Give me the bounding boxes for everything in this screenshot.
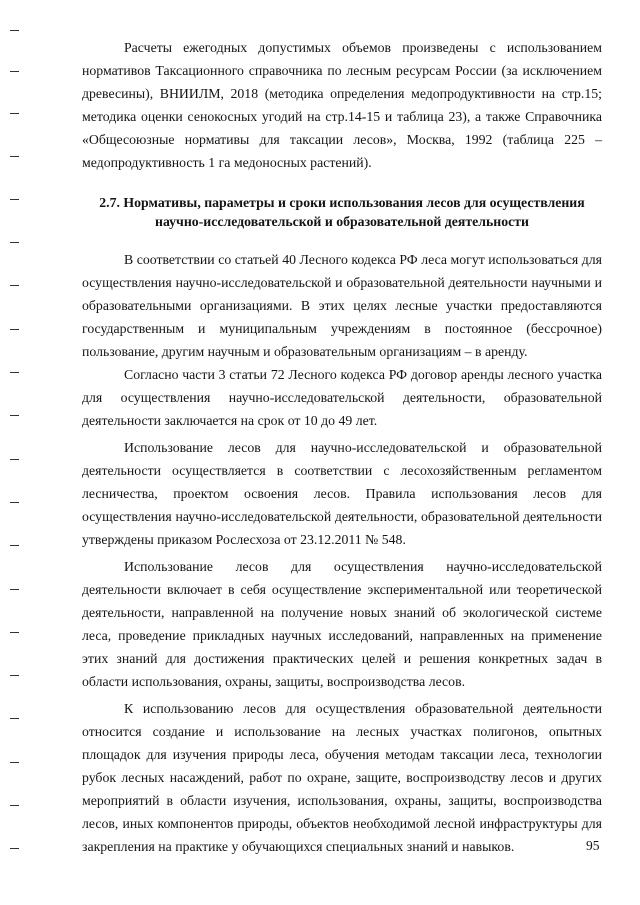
paragraph: Использование лесов для осуществления научно-исследовательской деятельности включает в себя осуществление экспериментальной или теоретической деятельности, направленной на получение новых знаний об экологической системе леса, проведение прикладных научных исследований, направленных на применение этих знаний для достижения практических целей и решения конкретных задач в области использования, охраны, защиты, воспроизводства лесов.: [82, 559, 602, 689]
margin-mark: [10, 459, 19, 460]
paragraph: Расчеты ежегодных допустимых объемов произведены с использованием нормативов Таксационного справочника по лесным ресурсам России (за исключением древесины), ВНИИЛМ, 2018 (методика определения медопродуктивности на стр.15; методика оценки сенокосных угодий на стр.14-15 и таблица 23), а также Справочника «Общесоюзные нормативы для таксации лесов», Москва, 1992 (таблица 225 – медопродуктивность 1 га медоносных растений).: [82, 40, 602, 170]
paragraph: В соответствии со статьей 40 Лесного кодекса РФ леса могут использоваться для осуществления научно-исследовательской и образовательной деятельности научными и образовательными организациями. В этих целях лесные участки предоставляются государственным и муниципальным учреждениям в постоянное (бессрочное) пользование, другим научным и образовательным организациям – в аренду.: [82, 252, 602, 359]
margin-mark: [10, 632, 19, 633]
margin-mark: [10, 329, 19, 330]
margin-mark: [10, 589, 19, 590]
margin-mark: [10, 545, 19, 546]
paragraph: К использованию лесов для осуществления образовательной деятельности относится создание и использование на лесных участках полигонов, опытных площадок для изучения природы леса, обучения методам таксации леса, технологии рубок лесных насаждений, работ по охране, защите, воспроизводству лесов и других мероприятий в области изучения, использования, охраны, защиты, воспроизводства лесов, иных компонентов природы, объектов необходимой лесной инфраструктуры для закрепления на практике у обучающихся специальных знаний и навыков.: [82, 701, 602, 854]
margin-mark: [10, 285, 19, 286]
margin-mark: [10, 156, 19, 157]
margin-mark: [10, 502, 19, 503]
margin-mark: [10, 242, 19, 243]
page-number: 95: [586, 838, 600, 853]
margin-mark: [10, 199, 19, 200]
margin-mark: [10, 718, 19, 719]
margin-mark: [10, 805, 19, 806]
margin-mark: [10, 71, 19, 72]
margin-mark: [10, 415, 19, 416]
margin-mark: [10, 848, 19, 849]
margin-mark: [10, 372, 19, 373]
margin-mark: [10, 675, 19, 676]
margin-mark: [10, 762, 19, 763]
margin-mark: [10, 30, 19, 31]
document-body: [82, 36, 602, 858]
margin-mark: [10, 113, 19, 114]
paragraph: Согласно части 3 статьи 72 Лесного кодекса РФ договор аренды лесного участка для осуществления научно-исследовательской деятельности, образовательной деятельности заключается на срок от 10 до 49 лет.: [82, 367, 602, 428]
paragraph: Использование лесов для научно-исследовательской и образовательной деятельности осуществляется в соответствии с лесохозяйственным регламентом лесничества, проектом освоения лесов. Правила использования лесов для осуществления научно-исследовательской деятельности, образовательной деятельности утверждены приказом Рослесхоза от 23.12.2011 № 548.: [82, 440, 602, 547]
section-heading: 2.7. Нормативы, параметры и сроки использования лесов для осуществления научно-исследовательской и образовательной деятельности: [99, 195, 585, 229]
